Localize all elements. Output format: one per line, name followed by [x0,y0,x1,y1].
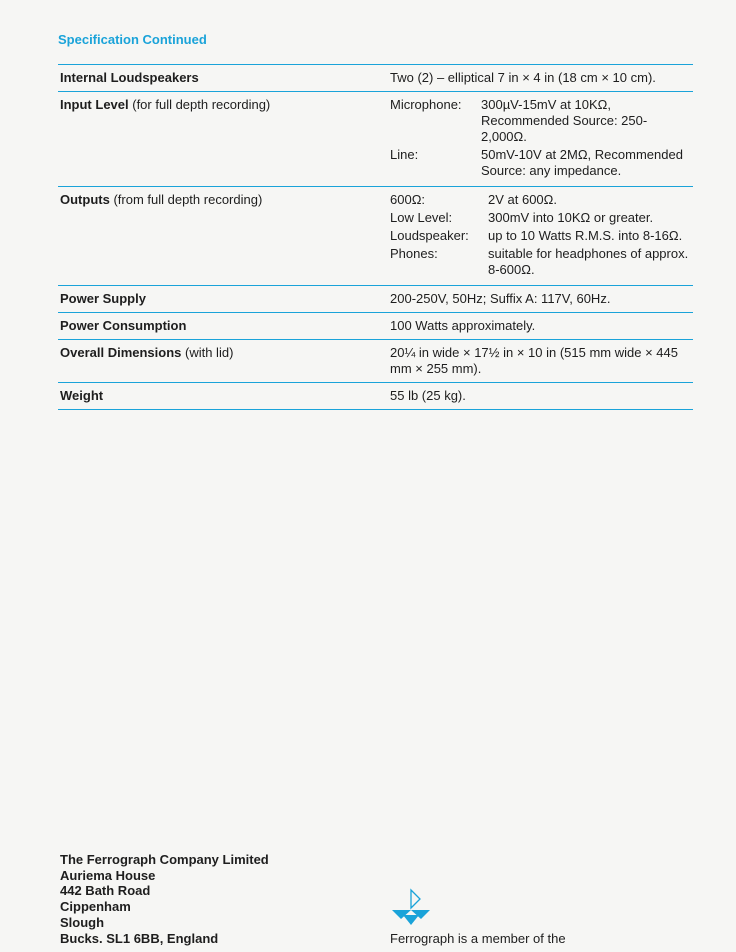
spec-row-power-supply [58,286,693,313]
company-name: The Ferrograph Company Limited [60,852,269,867]
spec-value [390,97,693,181]
spec-value: 100 Watts approximately. [390,318,536,333]
spec-row-outputs [58,187,693,286]
spec-row-overall-dimensions [58,340,693,383]
spec-sub-phones: Phones: suitable for headphones of approx. 8-600Ω. [390,246,689,277]
page-heading: Specification Continued [58,32,207,47]
spec-label: Power Consumption [60,318,187,333]
group-logo [390,888,431,926]
spec-row-weight [58,383,693,410]
member-statement: Ferrograph is a member of the [390,931,566,946]
company-address [60,852,269,946]
address-line: Auriema House [60,867,156,883]
spec-label: Outputs (from full depth recording) [60,192,263,207]
address-line: Slough [60,914,105,930]
spec-label: Weight [60,388,104,403]
address-line: 442 Bath Road [60,883,151,899]
wilmot-breeden-logo-icon [391,888,431,926]
spec-row-input-level [58,92,693,187]
spec-table [58,64,693,410]
spec-sub-600-ohm: 600Ω: 2V at 600Ω. [390,192,557,207]
spec-sub-loudspeaker: Loudspeaker: up to 10 Watts R.M.S. into 8-16Ω. [390,228,683,243]
spec-label: Input Level (for full depth recording) [60,97,271,112]
spec-label: Overall Dimensions (with lid) [60,345,234,360]
spec-label: Internal Loudspeakers [60,70,199,85]
spec-value: 55 lb (25 kg). [390,388,466,403]
spec-label: Power Supply [60,291,146,306]
spec-row-internal-loudspeakers [58,65,693,92]
spec-value [390,192,693,280]
spec-value: Two (2) – elliptical 7 in × 4 in (18 cm × 10 cm). [390,70,656,85]
spec-sub-low-level: Low Level: 300mV into 10KΩ or greater. [390,210,654,225]
spec-sub-microphone: Microphone: 300µV-15mV at 10KΩ, Recommended Source: 250-2,000Ω. [390,97,648,144]
spec-value: 200-250V, 50Hz; Suffix A: 117V, 60Hz. [390,291,611,306]
spec-value: 20¼ in wide × 17½ in × 10 in (515 mm wide × 445 mm × 255 mm). [390,345,678,376]
spec-sub-line: Line: 50mV-10V at 2MΩ, Recommended Source: any impedance. [390,147,683,178]
address-line: Bucks. SL1 6BB, England [60,930,219,946]
spec-row-power-consumption [58,313,693,340]
address-line: Cippenham [60,899,131,915]
